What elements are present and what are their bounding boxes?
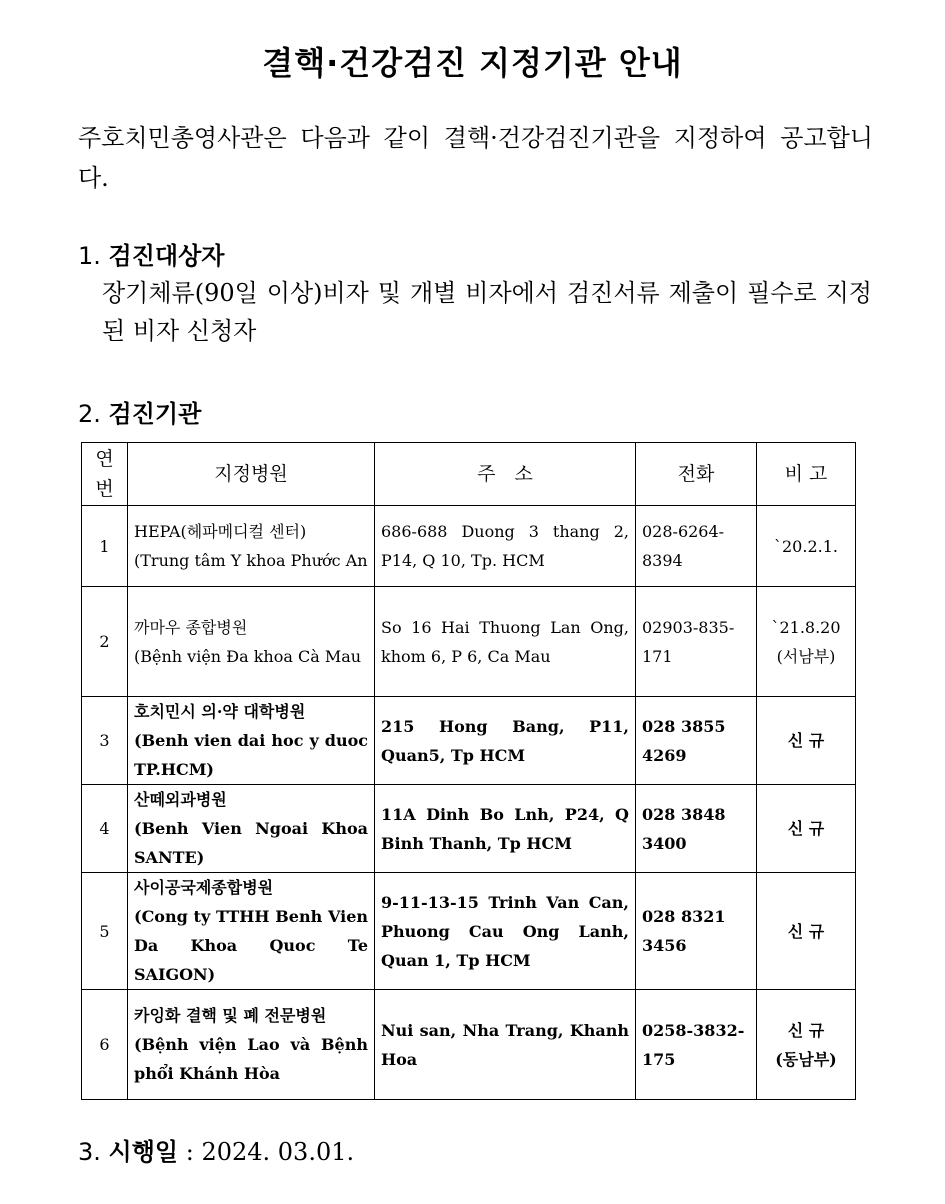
hospital-note	[757, 873, 856, 990]
hospital-note	[757, 990, 856, 1100]
table-row	[82, 697, 856, 785]
hospital-note	[757, 506, 856, 587]
hospital-address: 215 Hong Bang, P11, Quan5, Tp HCM	[375, 697, 636, 785]
row-number: 1	[82, 506, 128, 587]
section-2-heading	[78, 394, 201, 429]
row-number: 4	[82, 785, 128, 873]
section-1-number: 1.	[78, 242, 101, 270]
note-text: 신 규	[787, 1020, 825, 1040]
hospital-name-korean: 산떼외과병원	[134, 790, 227, 809]
hospital-table	[81, 442, 856, 1100]
header-number-line1: 연	[95, 448, 114, 470]
hospital-note	[757, 587, 856, 697]
hospital-address: So 16 Hai Thuong Lan Ong, khom 6, P 6, Ca Mau	[375, 587, 636, 697]
section-1-body: 장기체류(90일 이상)비자 및 개별 비자에서 검진서류 제출이 필수로 지정된 비자 신청자	[102, 279, 872, 345]
header-hospital: 지정병원	[128, 443, 375, 506]
hospital-name-local: (Cong ty TTHH Benh Vien Da Khoa Quoc Te SAIGON)	[134, 907, 368, 984]
row-number: 5	[82, 873, 128, 990]
note-text: 신 규	[787, 921, 825, 941]
table-row	[82, 785, 856, 873]
table-row	[82, 587, 856, 697]
hospital-phone: 028 8321 3456	[636, 873, 757, 990]
header-phone: 전화	[636, 443, 757, 506]
hospital-phone: 028 3848 3400	[636, 785, 757, 873]
hospital-phone: 028-6264-8394	[636, 506, 757, 587]
hospital-address: 11A Dinh Bo Lnh, P24, Q Binh Thanh, Tp HCM	[375, 785, 636, 873]
effective-date-value: 2024. 03.01.	[201, 1138, 355, 1166]
hospital-phone: 0258-3832-175	[636, 990, 757, 1100]
section-3-separator: :	[178, 1138, 202, 1166]
hospital-name-local: (Bệnh viện Đa khoa Cà Mau	[134, 646, 362, 666]
hospital-name	[128, 990, 375, 1100]
header-address: 주 소	[375, 443, 636, 506]
hospital-name-korean: 호치민시 의·약 대학병원	[134, 702, 306, 721]
hospital-name-local: (Trung tâm Y khoa Phước An	[134, 551, 368, 570]
hospital-name-korean: HEPA(헤파메디컬 센터)	[134, 522, 307, 541]
row-number: 6	[82, 990, 128, 1100]
table-row	[82, 506, 856, 587]
row-number: 2	[82, 587, 128, 697]
hospital-note	[757, 697, 856, 785]
section-1-heading	[78, 236, 224, 271]
note-text: 신 규	[787, 819, 825, 838]
section-3-label: 시행일	[108, 1138, 179, 1166]
note-region: (동남부)	[775, 1049, 837, 1069]
note-text: 신 규	[787, 731, 825, 750]
hospital-name-korean: 사이공국제종합병원	[134, 878, 274, 897]
hospital-name	[128, 785, 375, 873]
hospital-phone: 028 3855 4269	[636, 697, 757, 785]
page-title: 결핵·건강검진 지정기관 안내	[262, 44, 683, 82]
table-row	[82, 990, 856, 1100]
header-note: 비 고	[757, 443, 856, 506]
hospital-phone: 02903-835-171	[636, 587, 757, 697]
intro-paragraph: 주호치민총영사관은 다음과 같이 결핵·건강검진기관을 지정하여 공고합니다.	[78, 124, 873, 192]
hospital-address: Nui san, Nha Trang, Khanh Hoa	[375, 990, 636, 1100]
note-text: `21.8.20	[771, 617, 841, 637]
hospital-name	[128, 873, 375, 990]
hospital-address: 9-11-13-15 Trinh Van Can, Phuong Cau Ong Lanh, Quan 1, Tp HCM	[375, 873, 636, 990]
section-1-label: 검진대상자	[108, 242, 225, 270]
header-number-line2: 번	[95, 478, 114, 500]
row-number: 3	[82, 697, 128, 785]
note-region: (서남부)	[776, 646, 836, 666]
hospital-name	[128, 697, 375, 785]
header-number	[82, 443, 128, 506]
section-2-number: 2.	[78, 400, 101, 428]
hospital-name-local: (Benh vien dai hoc y duoc TP.HCM)	[134, 731, 368, 779]
hospital-name-korean: 카잉화 결핵 및 폐 전문병원	[134, 1006, 327, 1025]
hospital-address: 686-688 Duong 3 thang 2, P14, Q 10, Tp. HCM	[375, 506, 636, 587]
hospital-name-local: (Bệnh viện Lao và Bệnh phổi Khánh Hòa	[134, 1035, 368, 1083]
hospital-name-local: (Benh Vien Ngoai Khoa SANTE)	[134, 819, 368, 867]
section-3-number: 3.	[78, 1138, 101, 1166]
hospital-name-korean: 까마우 종합병원	[134, 617, 248, 637]
table-row	[82, 873, 856, 990]
table-header-row	[82, 443, 856, 506]
hospital-name	[128, 587, 375, 697]
hospital-note	[757, 785, 856, 873]
section-2-label: 검진기관	[108, 400, 202, 428]
section-3-effective-date	[78, 1132, 354, 1167]
note-text: `20.2.1.	[774, 536, 838, 556]
hospital-name	[128, 506, 375, 587]
